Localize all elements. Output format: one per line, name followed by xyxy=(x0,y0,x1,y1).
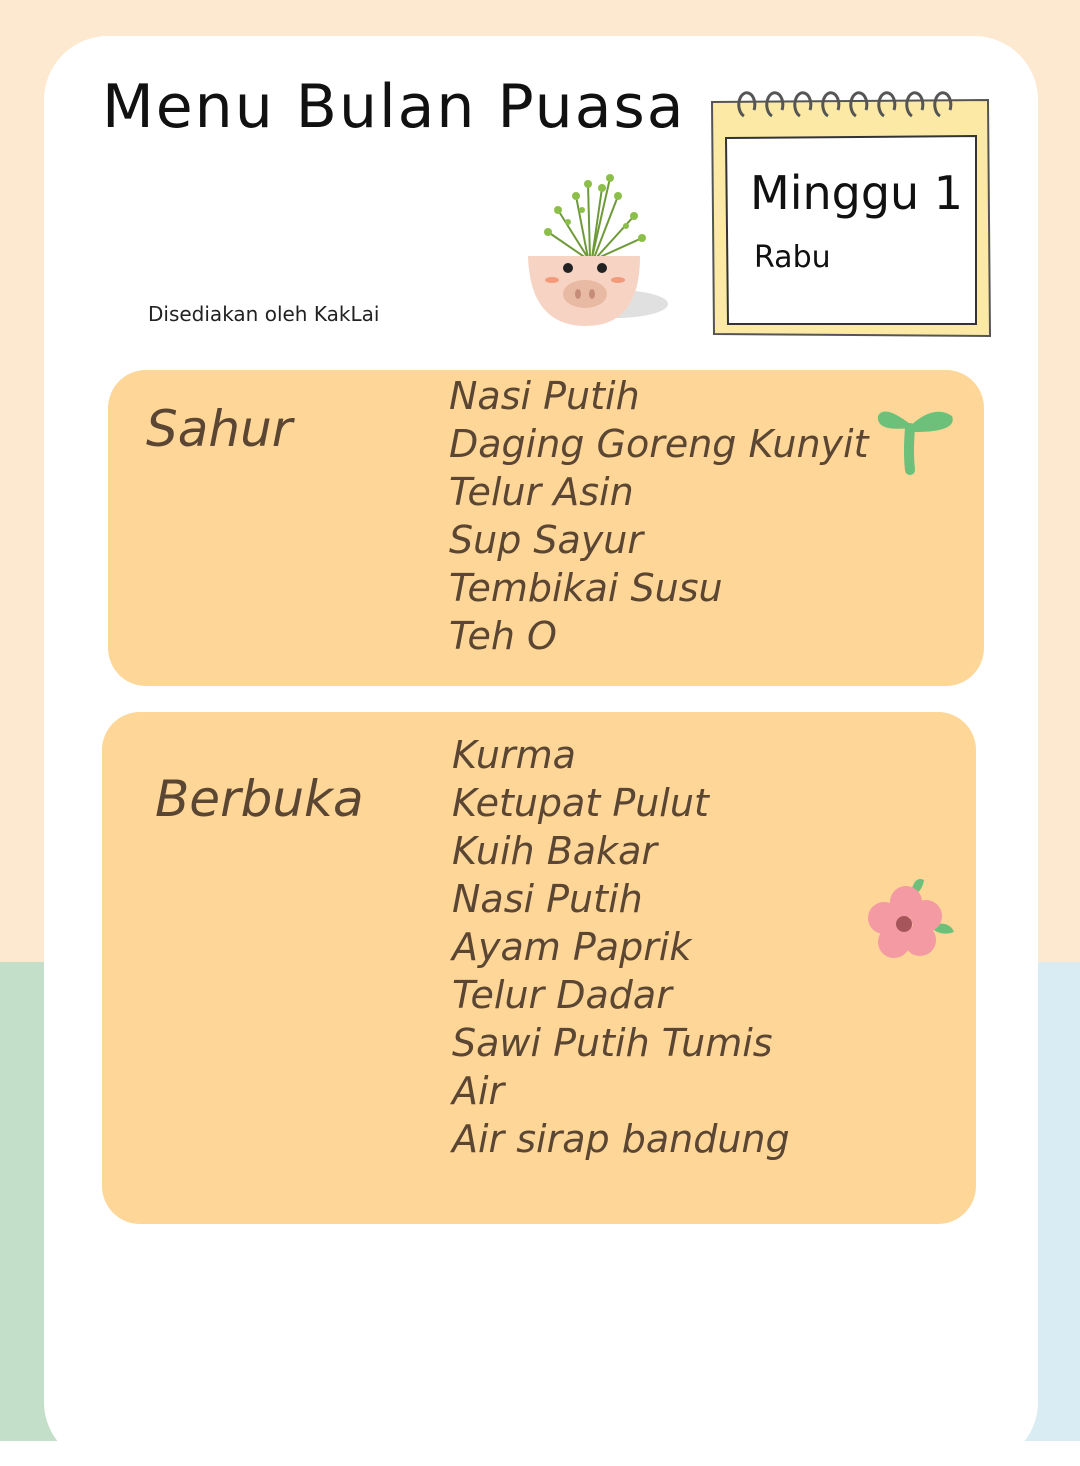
berbuka-menu-list xyxy=(452,731,790,1163)
potted-plant-icon xyxy=(518,166,678,336)
list-item: Teh O xyxy=(449,614,557,658)
list-item: Kurma xyxy=(452,733,576,777)
sahur-label: Sahur xyxy=(146,400,293,458)
list-item: Telur Asin xyxy=(449,470,634,514)
list-item: Air xyxy=(452,1069,505,1113)
list-item: Daging Goreng Kunyit xyxy=(449,422,869,466)
flower-icon xyxy=(862,872,958,966)
sprout-icon xyxy=(874,402,958,476)
list-item: Air sirap bandung xyxy=(452,1117,790,1161)
list-item: Tembikai Susu xyxy=(449,566,723,610)
list-item: Ketupat Pulut xyxy=(452,781,709,825)
list-item: Sawi Putih Tumis xyxy=(452,1021,773,1065)
list-item: Ayam Paprik xyxy=(452,925,692,969)
credit-text: Disediakan oleh KakLai xyxy=(148,302,380,326)
list-item: Telur Dadar xyxy=(452,973,672,1017)
berbuka-label: Berbuka xyxy=(155,770,364,828)
page-title: Menu Bulan Puasa xyxy=(102,72,686,142)
list-item: Kuih Bakar xyxy=(452,829,657,873)
list-item: Nasi Putih xyxy=(449,374,640,418)
sahur-menu-list xyxy=(449,372,869,660)
list-item: Nasi Putih xyxy=(452,877,643,921)
list-item: Sup Sayur xyxy=(449,518,644,562)
week-label: Minggu 1 xyxy=(750,166,964,220)
day-label: Rabu xyxy=(754,240,831,275)
